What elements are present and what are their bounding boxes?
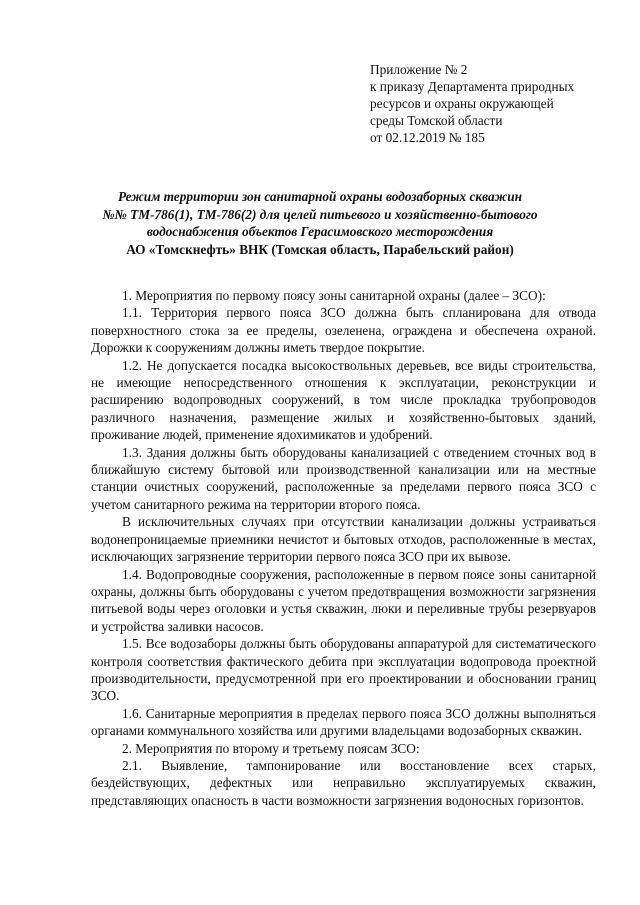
paragraph: 1.5. Все водозаборы должны быть оборудованы аппаратурой для систематического контроля соответствия фактического дебита при эксплуатации водопровода проектной производительности, предусмотренной при его проектировании и обосновании границ ЗСО. xyxy=(91,636,596,704)
paragraph: 1. Мероприятия по первому поясу зоны санитарной охраны (далее – ЗСО): xyxy=(122,288,546,303)
paragraph: В исключительных случаях при отсутствии канализации должны устраиваться водонепроницаемые приемники нечистот и бытовых отходов, расположенные в местах, исключающих загрязнение территории первого пояса ЗСО при их вывозе. xyxy=(91,514,596,565)
paragraph: 1.1. Территория первого пояса ЗСО должна быть спланирована для отвода поверхностного стока за ее пределы, озеленена, ограждена и обеспечена охраной. Дорожки к сооружениям должны иметь твердое покрытие. xyxy=(91,305,596,356)
title-line: Режим территории зон санитарной охраны водозаборных скважин xyxy=(117,189,523,204)
title-line: водоснабжения объектов Герасимовского месторождения xyxy=(146,224,494,240)
document-title xyxy=(86,188,554,258)
appendix-line: от 02.12.2019 № 185 xyxy=(370,130,485,145)
paragraph: 1.4. Водопроводные сооружения, расположенные в первом поясе зоны санитарной охраны, должны быть оборудованы с учетом предотвращения возможности загрязнения питьевой воды через оголовки и устья скважин, люки и переливные трубы резервуаров и устройства заливки насосов. xyxy=(91,566,596,634)
paragraph: 2.1. Выявление, тампонирование или восстановление всех старых, бездействующих, дефектных или неправильно эксплуатируемых скважин, представляющих опасность в части возможности загрязнения водоносных горизонтов. xyxy=(91,757,596,808)
appendix-line: ресурсов и охраны окружающей xyxy=(370,96,554,111)
document-body xyxy=(91,287,596,809)
paragraph: 1.3. Здания должны быть оборудованы канализацией с отведением сточных вод в ближайшую систему бытовой или производственной канализации или на местные станции очистных сооружений, расположенные за пределами первого пояса ЗСО с учетом санитарного режима на территории второго пояса. xyxy=(91,444,596,512)
appendix-note xyxy=(370,61,620,146)
appendix-line: к приказу Департамента природных xyxy=(370,79,575,94)
appendix-line: среды Томской области xyxy=(370,113,503,128)
paragraph: 1.2. Не допускается посадка высокоствольных деревьев, все виды строительства, не имеющие непосредственного отношения к эксплуатации, реконструкции и расширению водопроводных сооружений, в том числе прокладка трубопроводов различного назначения, размещение жилых и хозяйственно-бытовых зданий, проживание людей, применение ядохимикатов и удобрений. xyxy=(91,357,596,443)
title-line: №№ ТМ-786(1), ТМ-786(2) для целей питьевого и хозяйственно-бытового xyxy=(102,206,538,222)
paragraph: 2. Мероприятия по второму и третьему поясам ЗСО: xyxy=(122,740,420,756)
paragraph: 1.6. Санитарные мероприятия в пределах первого пояса ЗСО должны выполняться органами коммунального хозяйства или другими владельцами водозаборных скважин. xyxy=(91,705,596,739)
appendix-line: Приложение № 2 xyxy=(370,62,468,77)
title-line: АО «Томскнефть» ВНК (Томская область, Парабельский район) xyxy=(126,241,514,257)
